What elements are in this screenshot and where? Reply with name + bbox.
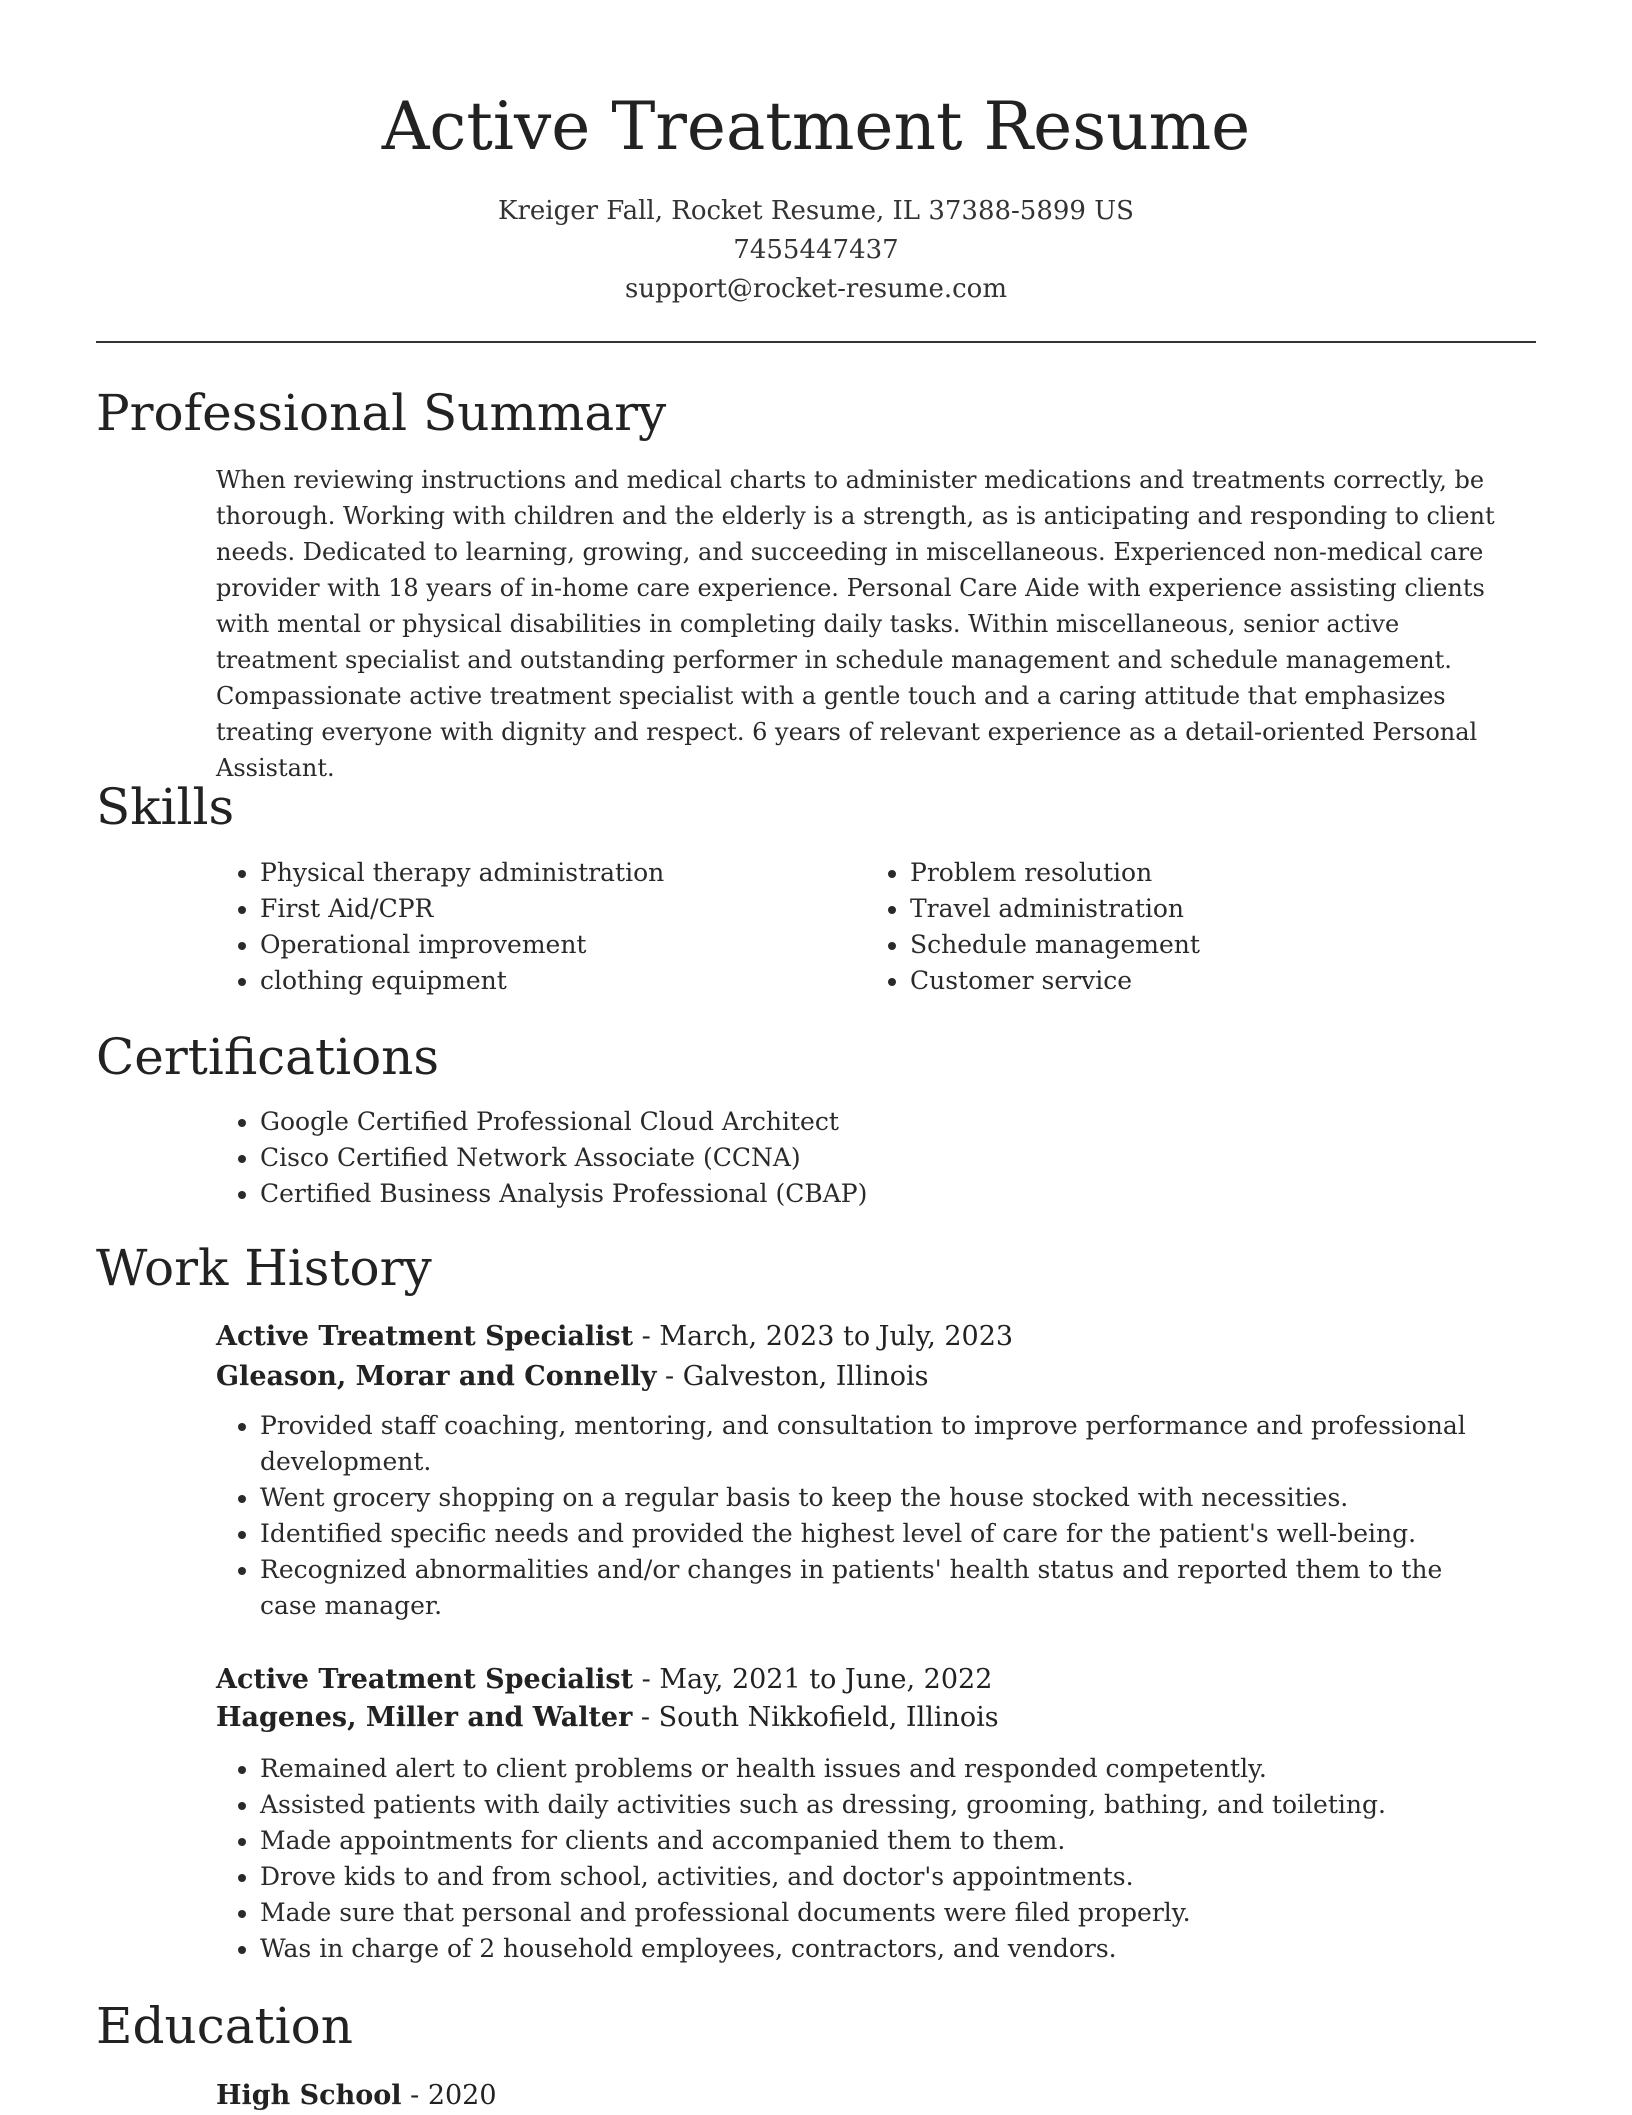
skill-item: • First Aid/CPR — [260, 891, 866, 927]
job-duty-item: • Made appointments for clients and accompanied them to them. — [260, 1823, 1506, 1859]
certification-item: • Certified Business Analysis Professional (CBAP) — [260, 1176, 1506, 1212]
job-title-line — [216, 1660, 1506, 1699]
skill-item: • Schedule management — [910, 927, 1506, 963]
job-duties-list — [216, 1408, 1506, 1624]
summary-section — [216, 462, 1506, 786]
education-line — [216, 2076, 1506, 2115]
job-duties-list — [216, 1751, 1506, 1967]
job-title: Active Treatment Specialist — [216, 1664, 634, 1695]
skills-column-left — [216, 855, 866, 999]
contact-info — [96, 192, 1536, 309]
resume-header — [96, 82, 1536, 309]
job-location: - South Nikkofield, Illinois — [632, 1702, 999, 1733]
header-divider — [96, 341, 1536, 343]
job-company-line — [216, 1698, 1506, 1737]
job-duty-item: • Provided staff coaching, mentoring, and consultation to improve performance and professional development. — [260, 1408, 1506, 1480]
education-degree: High School — [216, 2080, 402, 2111]
education-entry — [216, 2076, 1506, 2115]
job-duty-item: • Was in charge of 2 household employees, contractors, and vendors. — [260, 1931, 1506, 1967]
skill-item: • Problem resolution — [910, 855, 1506, 891]
education-heading: Education — [96, 1997, 353, 2055]
certifications-heading: Certifications — [96, 1028, 440, 1086]
skills-heading: Skills — [96, 778, 235, 836]
contact-address: Kreiger Fall, Rocket Resume, IL 37388-5899 US — [498, 196, 1134, 226]
job-company: Gleason, Morar and Connelly — [216, 1361, 657, 1392]
contact-phone: 7455447437 — [733, 235, 899, 265]
skill-item: • Travel administration — [910, 891, 1506, 927]
job-location: - Galveston, Illinois — [656, 1361, 929, 1392]
skill-item: • Physical therapy administration — [260, 855, 866, 891]
job-duty-item: • Made sure that personal and professional documents were filed properly. — [260, 1895, 1506, 1931]
certifications-list — [216, 1104, 1506, 1212]
job-duty-item: • Assisted patients with daily activities such as dressing, grooming, bathing, and toileting. — [260, 1787, 1506, 1823]
skill-item: • clothing equipment — [260, 963, 866, 999]
job-duty-item: • Recognized abnormalities and/or changes in patients' health status and reported them to the case manager. — [260, 1552, 1506, 1624]
job-company-line — [216, 1357, 1506, 1396]
job-title: Active Treatment Specialist — [216, 1321, 634, 1352]
work-history-heading: Work History — [96, 1239, 432, 1297]
resume-title: Active Treatment Resume — [381, 88, 1251, 165]
job-company: Hagenes, Miller and Walter — [216, 1702, 633, 1733]
job-entry — [216, 1660, 1506, 1967]
job-duty-item: • Identified specific needs and provided the highest level of care for the patient's well-being. — [260, 1516, 1506, 1552]
summary-heading: Professional Summary — [96, 384, 667, 442]
contact-email: support@rocket-resume.com — [624, 274, 1007, 304]
job-duty-item: • Remained alert to client problems or health issues and responded competently. — [260, 1751, 1506, 1787]
certifications-section — [216, 1104, 1506, 1212]
summary-text: When reviewing instructions and medical charts to administer medications and treatments correctly, be thorough. Working with children and the elderly is a strength, as is anticipating and responding to client needs. Dedicated to learning, growing, and succeeding in miscellaneous. Experienced non-medical care provider with 18 years of in-home care experience. Personal Care Aide with experience assisting clients with mental or physical disabilities in completing daily tasks. Within miscellaneous, senior active treatment specialist and outstanding performer in schedule management and schedule management. Compassionate active treatment specialist with a gentle touch and a caring attitude that emphasizes treating everyone with dignity and respect. 6 years of relevant experience as a detail-oriented Personal Assistant. — [216, 466, 1495, 782]
job-dates: - May, 2021 to June, 2022 — [633, 1664, 993, 1695]
education-year: - 2020 — [401, 2080, 497, 2111]
skills-list — [216, 855, 1506, 999]
job-duty-item: • Went grocery shopping on a regular basis to keep the house stocked with necessities. — [260, 1480, 1506, 1516]
job-duty-item: • Drove kids to and from school, activities, and doctor's appointments. — [260, 1859, 1506, 1895]
job-title-line — [216, 1317, 1506, 1356]
certification-item: • Google Certified Professional Cloud Architect — [260, 1104, 1506, 1140]
certification-item: • Cisco Certified Network Associate (CCNA) — [260, 1140, 1506, 1176]
skill-item: • Customer service — [910, 963, 1506, 999]
skills-column-right — [866, 855, 1506, 999]
job-entry — [216, 1317, 1506, 1624]
job-dates: - March, 2023 to July, 2023 — [633, 1321, 1014, 1352]
skill-item: • Operational improvement — [260, 927, 866, 963]
